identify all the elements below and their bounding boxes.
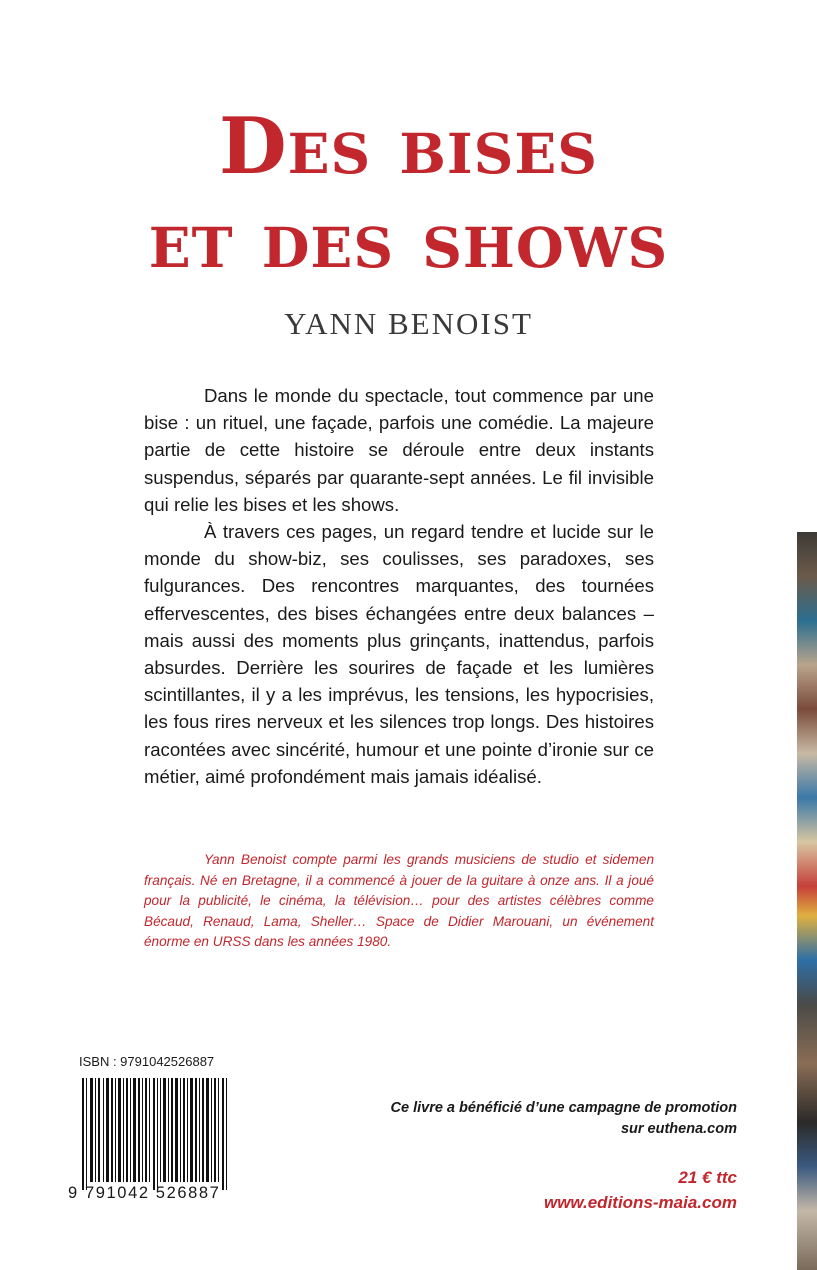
back-cover-blurb — [144, 382, 654, 790]
isbn-label: ISBN : 9791042526887 — [79, 1054, 215, 1069]
promotion-line-2: sur euthena.com — [620, 1121, 737, 1137]
author-bio: Yann Benoist compte parmi les grands musiciens de studio et sidemen français. Né en Bretagne, il a commencé à jouer de la guitare à onze ans. Il a joué pour la publicité, le cinéma, la télévision… pour des artistes célèbres comme Bécaud, Renaud, Lama, Sheller… Space de Didier Marouani, un événement énorme en URSS dans les années 1980. — [144, 852, 654, 949]
blurb-paragraph-2: À travers ces pages, un regard tendre et lucide sur le monde du show-biz, ses coulisses, ses paradoxes, ses fulgurances. Des rencontres marquantes, des tournées effervescentes, des bises échangées entre deux balances – mais aussi des moments plus grinçants, inattendus, parfois absurdes. Derrière les sourires de façade et les lumières scintillantes, il y a les imprévus, les tensions, les hypocrisies, les fous rires nerveux et les silences trop longs. Des histoires racontées avec sincérité, humour et une pointe d’ironie sur ce métier, aimé profondément mais jamais idéalisé. — [144, 521, 654, 787]
price: 21 € ttc — [678, 1168, 737, 1187]
promotion-notice — [317, 1098, 737, 1140]
book-title-line-1: Des bises — [218, 101, 598, 192]
barcode-digits: 9 791042 526887 — [68, 1184, 221, 1202]
book-title-line-2: et des shows — [148, 195, 669, 286]
author-name: YANN BENOIST — [284, 306, 533, 341]
blurb-paragraph-1: Dans le monde du spectacle, tout commence par une bise : un rituel, une façade, parfois une comédie. La majeure partie de cette histoire se déroule entre deux instants suspendus, séparés par quarante-sept années. Le fil invisible qui relie les bises et les shows. — [144, 385, 654, 515]
publisher-website: www.editions-maia.com — [543, 1193, 737, 1212]
barcode-image — [78, 1078, 234, 1190]
promotion-line-1: Ce livre a bénéficié d’une campagne de promotion — [390, 1100, 737, 1116]
adjacent-book-photo-edge — [797, 532, 817, 1270]
